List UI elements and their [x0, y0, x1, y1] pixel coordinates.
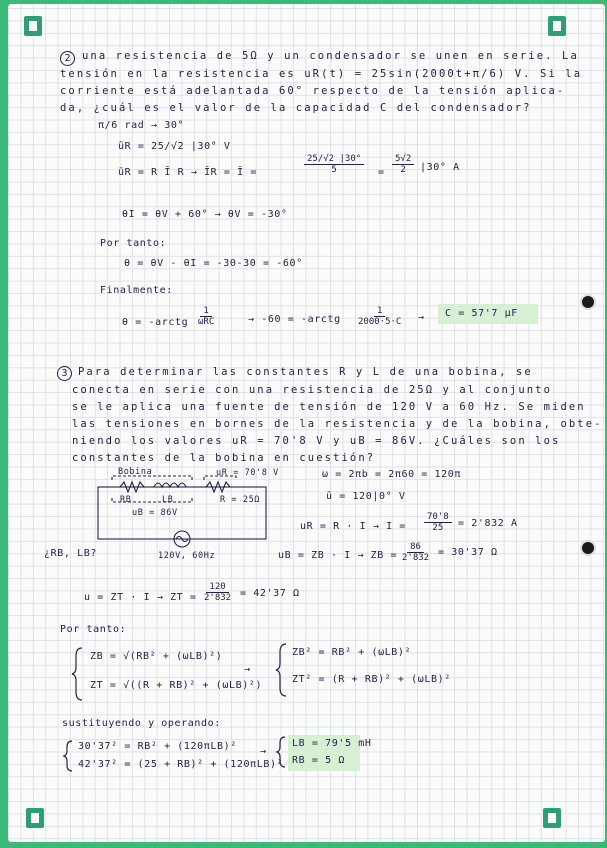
notebook-page [8, 4, 605, 842]
statement-line: una resistencia de 5Ω y un condensador se unen en serie. La [82, 50, 579, 62]
circuit-label: RB [120, 495, 132, 505]
final-answer: LB = 79'5 mH [292, 738, 372, 749]
arrow: → [244, 664, 251, 675]
arrow: → [260, 746, 267, 757]
statement-line: Para determinar las constantes R y L de una bobina, se [78, 366, 533, 378]
step-line: θ = -arctg [122, 317, 189, 328]
fraction: $\frac{86}{2'832}$ [402, 542, 430, 563]
statement-line: niendo los valores uR = 70'8 V y uB = 86V. ¿Cuáles son los [72, 435, 561, 447]
step-line: ūR = 25/√2 |30° V [118, 141, 231, 152]
step-line: = 2'832 A [458, 518, 518, 529]
step-line: u = ZT · I → ZT = [84, 592, 197, 603]
statement-line: constantes de la bobina en cuestión? [72, 452, 376, 464]
final-answer: C = 57'7 μF [445, 308, 518, 319]
statement-line: las tensiones en bornes de la resistencia y de la bobina, obte- [72, 418, 603, 430]
problem-number: 2 [60, 51, 75, 66]
equation: ZB² = RB² + (ωLB)² [292, 647, 412, 658]
step-line: Por tanto: [100, 238, 167, 249]
step-line: uR = R · I → I = [300, 521, 406, 532]
step-line: uB = ZB · I → ZB = [278, 550, 398, 561]
fraction: $\frac{120}{2'832}$ [204, 582, 232, 603]
step-line: = 30'37 Ω [438, 547, 498, 558]
circuit-label: uR = 70'8 V [216, 468, 279, 478]
brace-icon [276, 644, 286, 696]
problem-number: 3 [57, 366, 72, 381]
brace-icon [64, 741, 72, 771]
equation: ZT = √((R + RB)² + (ωLB)²) [90, 680, 263, 691]
step-line: → -60 = -arctg [248, 314, 341, 325]
step-line: ūR = R Ī R → ĪR = Ī = [118, 167, 258, 178]
statement-line: se le aplica una fuente de tensión de 120 V a 60 Hz. Se miden [72, 401, 586, 413]
step-line: θ = θV - θI = -30-30 = -60° [124, 258, 303, 269]
statement-line: conecta en serie con una resistencia de 25Ω y al conjunto [72, 384, 553, 396]
arrow: → [418, 312, 425, 323]
fraction: $\frac{70'8}{25}$ [424, 512, 452, 533]
step-line: sustituyendo y operando: [62, 718, 221, 729]
circuit-label: Bobina [118, 467, 153, 477]
equation: 42'37² = (25 + RB)² + (120πLB)² [78, 759, 284, 770]
statement-line: da, ¿cuál es el valor de la capacidad C del condensador? [60, 102, 532, 114]
circuit-label: R = 25Ω [220, 495, 261, 505]
circuit-label: LB [162, 495, 174, 505]
fraction: $\frac{5√2}{2}$ [392, 154, 414, 175]
question: ¿RB, LB? [44, 548, 97, 559]
brace-drawings [8, 4, 605, 842]
step-line: = 42'37 Ω [240, 588, 300, 599]
brace-icon [72, 648, 82, 700]
equation: ZT² = (R + RB)² + (ωLB)² [292, 674, 451, 685]
fraction: 1 ωRC [198, 306, 215, 327]
circuit-label: 120V, 60Hz [158, 551, 216, 561]
step-line: Finalmente: [100, 285, 173, 296]
equation: 30'37² = RB² + (120πLB)² [78, 741, 237, 752]
circuit-label: uB = 86V [132, 508, 178, 518]
step-line: |30° A [420, 162, 460, 173]
step-line: π/6 rad → 30° [98, 120, 185, 131]
step-line: Por tanto: [60, 624, 127, 635]
statement-line: corriente está adelantada 60° respecto de la tensión aplica- [60, 85, 566, 97]
fraction: $\frac{1}{2000\cdot 5\cdot C}$ [358, 306, 402, 327]
fraction: $\frac{25/√2 |30^\circ}{5}$ [304, 154, 364, 175]
equals-sign: = [378, 167, 385, 178]
step-line: ω = 2πb = 2π60 = 120π [322, 469, 462, 480]
equation: ZB = √(RB² + (ωLB)²) [90, 651, 223, 662]
statement-line: tensión en la resistencia es uR(t) = 25sin(2000t+π/6) V. Si la [60, 68, 583, 80]
step-line: θI = θV + 60° → θV = -30° [122, 209, 288, 220]
step-line: ū = 120|0° V [326, 491, 406, 502]
final-answer: RB = 5 Ω [292, 755, 345, 766]
